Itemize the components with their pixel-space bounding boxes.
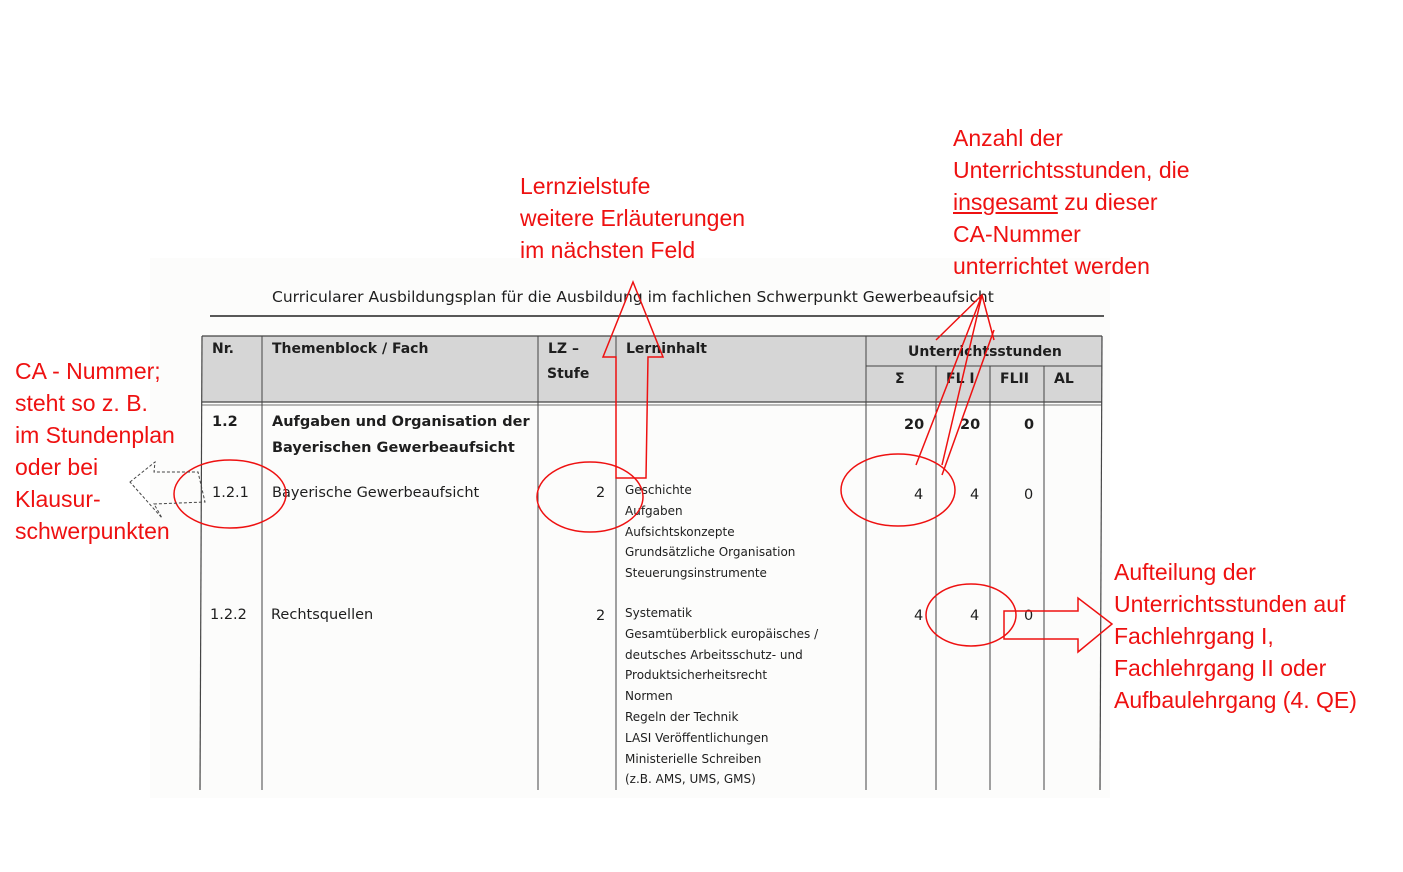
anzahl-note-line: Anzahl der [953,125,1063,151]
row1-inhalt-item: Aufgaben [625,503,683,518]
section-title-line2: Bayerischen Gewerbeaufsicht [272,440,515,456]
insgesamt-underlined: insgesamt [953,189,1058,215]
row2-fl2: 0 [1024,608,1034,624]
row2-inhalt-item: Gesamtüberblick europäisches / [625,626,819,641]
anzahl-note [953,122,1190,282]
distribution-arrow-right [1004,598,1112,652]
anzahl-note-line: Unterrichtsstunden, die [953,157,1190,183]
header-fl1: FL I [946,371,975,387]
aufteilung-note-line: Fachlehrgang II oder [1114,655,1327,681]
header-unterrichtsstunden: Unterrichtsstunden [908,344,1062,360]
header-lz: LZ – [548,341,579,357]
aufteilung-note-line: Aufteilung der [1114,559,1256,585]
aufteilung-note [1114,556,1357,716]
section-fl1: 20 [960,417,981,433]
ca-note-line: oder bei [15,454,99,480]
row2-sum: 4 [914,608,924,624]
section-title-line1: Aufgaben und Organisation der [272,414,530,430]
row2-inhalt-item: Regeln der Technik [625,709,739,724]
header-nr: Nr. [212,341,234,357]
section-nr: 1.2 [212,414,238,430]
ca-note-line: steht so z. B. [15,390,148,416]
aufteilung-note-line: Unterrichtsstunden auf [1114,591,1346,617]
lz-note-line: weitere Erläuterungen [520,205,746,231]
sum-circle [841,454,955,526]
document-title: Curricularer Ausbildungsplan für die Ausbildung im fachlichen Schwerpunkt Gewerbeaufsicht [272,288,994,306]
row1-lz: 2 [596,485,606,501]
ca-note-line: Klausur- [15,486,101,512]
anzahl-note-line [953,186,1190,218]
sum-pointer-head [936,295,994,340]
row2-lz: 2 [596,608,606,624]
row1-fl1: 4 [970,487,980,503]
aufteilung-note-line: Aufbaulehrgang (4. QE) [1114,687,1357,713]
row1-sum: 4 [914,487,924,503]
lz-note-line: im nächsten Feld [520,237,696,263]
aufteilung-note-line: Fachlehrgang I, [1114,623,1274,649]
row1-inhalt-item: Steuerungsinstrumente [625,566,767,581]
row1-inhalt-item: Aufsichtskonzepte [625,524,735,539]
row1-nr: 1.2.1 [212,485,249,501]
row2-inhalt-item: Ministerielle Schreiben [625,751,762,766]
header-fl2: FLII [1000,371,1029,387]
row1-inhalt-item: Geschichte [625,483,692,497]
row2-inhalt-item: deutsches Arbeitsschutz- und [625,647,803,662]
header-sum: Σ [895,371,905,387]
lz-circle [537,462,643,532]
lernzielstufe-note [520,170,745,266]
ca-note-line: im Stundenplan [15,422,175,448]
row2-inhalt-item: LASI Veröffentlichungen [625,730,769,745]
row2-fl1: 4 [970,608,980,624]
row2-inhalt-item: Produktsicherheitsrecht [625,668,768,683]
row2-inhalt-item: Normen [625,689,673,704]
row1-fach: Bayerische Gewerbeaufsicht [272,485,480,501]
row1-inhalt-item: Grundsätzliche Organisation [625,545,796,560]
row2-inhalt-item: Systematik [625,606,693,620]
row2-nr: 1.2.2 [210,607,247,623]
ca-note-line: CA - Nummer; [15,358,161,384]
fl1-circle [926,584,1016,646]
lz-arrow-up [603,282,663,478]
section-fl2: 0 [1024,417,1035,433]
header-al: AL [1054,371,1074,387]
anzahl-note-line3-rest: zu dieser [1057,189,1158,215]
ca-note-line: schwerpunkten [15,518,170,544]
sum-pointer-left [916,295,982,465]
anzahl-note-line: unterrichtet werden [953,253,1150,279]
row2-inhalt-item: (z.B. AMS, UMS, GMS) [625,772,756,787]
header-lz-stufe: Stufe [547,366,590,382]
anzahl-note-line: CA-Nummer [953,221,1081,247]
header-lerninhalt: Lerninhalt [626,341,707,357]
header-themenblock: Themenblock / Fach [272,341,429,357]
section-sum: 20 [904,417,925,433]
lz-note-line: Lernzielstufe [520,173,651,199]
ca-number-circle [174,460,286,528]
ca-number-note [15,355,175,547]
row1-fl2: 0 [1024,487,1034,503]
row2-fach: Rechtsquellen [271,607,374,623]
